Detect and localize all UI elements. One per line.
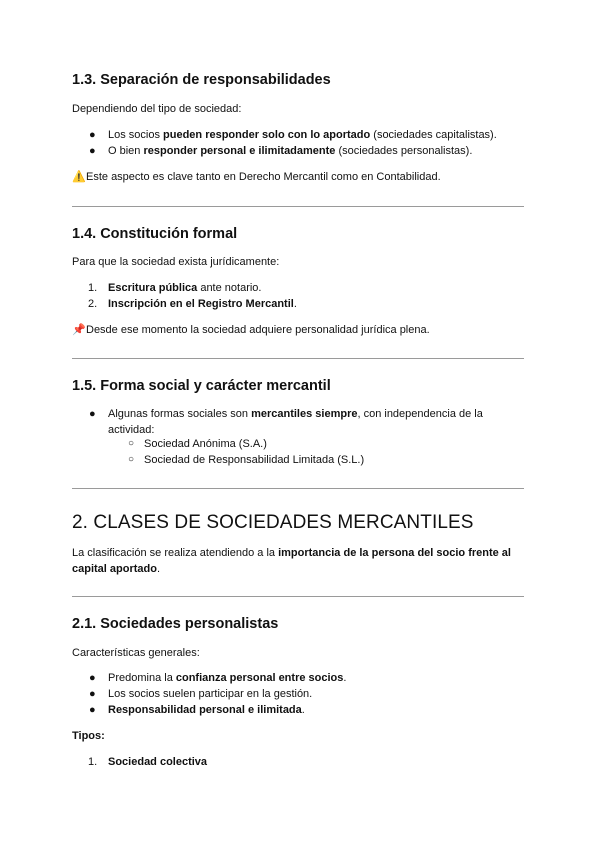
bullet-icon: ● bbox=[89, 145, 96, 157]
bullet-list bbox=[72, 406, 528, 438]
list-item: ● Algunas formas sociales son mercantiles siempre, con independencia de la actividad: bbox=[89, 408, 483, 436]
section-heading-1-3: 1.3. Separación de responsabilidades bbox=[72, 72, 331, 88]
list-item: 2. Inscripción en el Registro Mercantil. bbox=[88, 298, 297, 310]
divider bbox=[72, 206, 524, 207]
section-intro: Dependiendo del tipo de sociedad: bbox=[72, 103, 242, 115]
section-intro: Para que la sociedad exista jurídicamente: bbox=[72, 256, 280, 268]
list-item: ● Los socios suelen participar en la gestión. bbox=[89, 688, 313, 700]
section-heading-1-5: 1.5. Forma social y carácter mercantil bbox=[72, 378, 331, 394]
divider bbox=[72, 358, 524, 359]
hollow-bullet-icon: ○ bbox=[128, 438, 135, 449]
tipos-label: Tipos: bbox=[72, 730, 105, 742]
list-item: 1. Escritura pública ante notario. bbox=[88, 282, 262, 294]
list-item: ● Predomina la confianza personal entre socios. bbox=[89, 672, 347, 684]
list-item: ○ Sociedad Anónima (S.A.) bbox=[128, 438, 267, 450]
bullet-icon: ● bbox=[89, 672, 96, 684]
bullet-list bbox=[72, 670, 528, 718]
list-number: 2. bbox=[88, 298, 98, 310]
numbered-list bbox=[72, 280, 528, 312]
bullet-icon: ● bbox=[89, 688, 96, 700]
note-text: ⚠️Este aspecto es clave tanto en Derecho Mercantil como en Contabilidad. bbox=[72, 171, 441, 183]
pushpin-icon: 📌 bbox=[72, 324, 86, 336]
numbered-list bbox=[72, 754, 528, 770]
list-item: ● Los socios pueden responder solo con lo aportado (sociedades capitalistas). bbox=[89, 129, 497, 141]
note-text: 📌Desde ese momento la sociedad adquiere personalidad jurídica plena. bbox=[72, 324, 430, 336]
divider bbox=[72, 596, 524, 597]
list-item: ○ Sociedad de Responsabilidad Limitada (S.L.) bbox=[128, 454, 365, 466]
bullet-icon: ● bbox=[89, 129, 96, 141]
bullet-icon: ● bbox=[89, 408, 96, 420]
warning-icon: ⚠️ bbox=[72, 171, 86, 183]
section-heading-1-4: 1.4. Constitución formal bbox=[72, 226, 238, 242]
chapter-heading-2: 2. CLASES DE SOCIEDADES MERCANTILES bbox=[72, 512, 474, 533]
bullet-icon: ● bbox=[89, 704, 96, 716]
list-item: 1. Sociedad colectiva bbox=[88, 756, 208, 768]
sub-bullet-list bbox=[72, 436, 528, 468]
hollow-bullet-icon: ○ bbox=[128, 454, 135, 465]
section-intro: Características generales: bbox=[72, 647, 200, 659]
list-item: ● Responsabilidad personal e ilimitada. bbox=[89, 704, 305, 716]
list-number: 1. bbox=[88, 756, 98, 768]
section-heading-2-1: 2.1. Sociedades personalistas bbox=[72, 616, 279, 632]
bullet-list bbox=[72, 127, 528, 159]
chapter-intro: La clasificación se realiza atendiendo a la importancia de la persona del socio frente al capital aportado. bbox=[72, 547, 511, 575]
list-item: ● O bien responder personal e ilimitadamente (sociedades personalistas). bbox=[89, 145, 473, 157]
list-number: 1. bbox=[88, 282, 98, 294]
divider bbox=[72, 488, 524, 489]
